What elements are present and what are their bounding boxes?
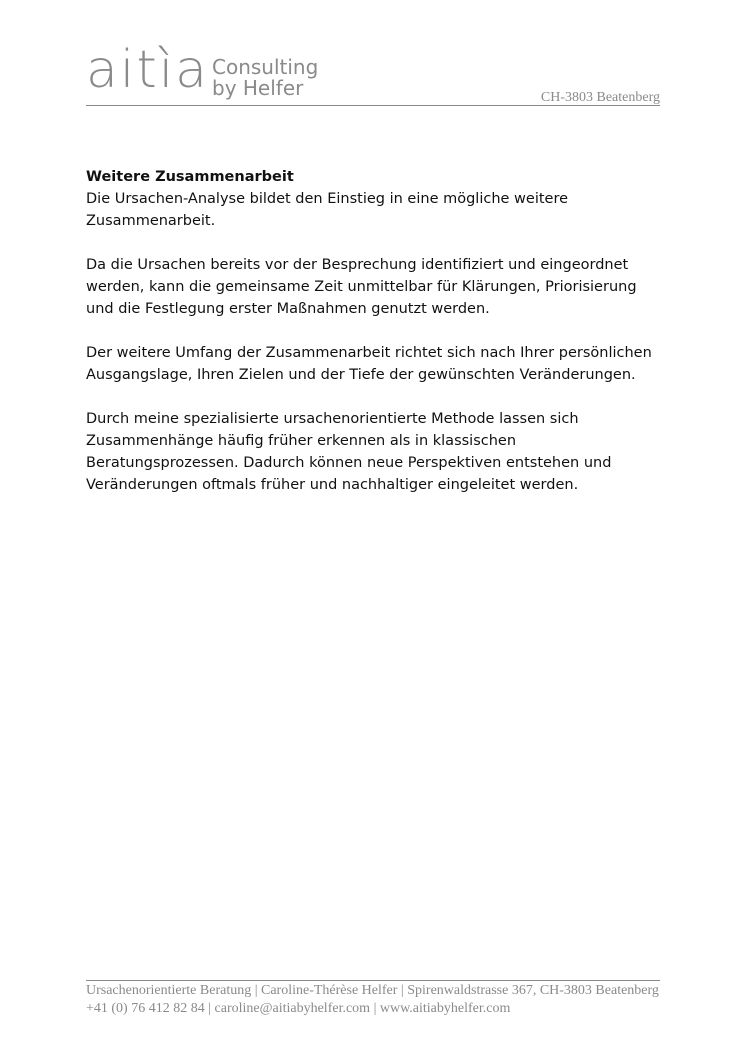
logo-wordmark: aitìa — [86, 40, 210, 100]
document-body — [86, 166, 660, 518]
logo-subtitle-line1: Consulting — [212, 55, 319, 79]
paragraph-3: Der weitere Umfang der Zusammenarbeit richtet sich nach Ihrer persönlichen Ausgangslage, Ihren Zielen und der Tiefe der gewünschten Veränderungen. — [86, 345, 652, 383]
header-divider — [86, 105, 660, 106]
page-footer — [86, 980, 660, 1018]
logo-subtitle — [212, 57, 318, 99]
page-header — [86, 38, 660, 106]
footer-contact-line: +41 (0) 76 412 82 84 | caroline@aitiabyhelfer.com | www.aitiabyhelfer.com — [86, 1001, 511, 1016]
paragraph-4: Durch meine spezialisierte ursachenorientierte Methode lassen sich Zusammenhänge häufig früher erkennen als in klassischen Beratungsprozessen. Dadurch können neue Perspektiven entstehen und Veränderungen oftmals früher und nachhaltiger eingeleitet werden. — [86, 411, 612, 493]
logo-subtitle-line2: by Helfer — [212, 76, 304, 100]
header-location: CH-3803 Beatenberg — [540, 90, 660, 105]
paragraph-1: Die Ursachen-Analyse bildet den Einstieg in eine mögliche weitere Zusammenarbeit. — [86, 191, 569, 229]
footer-address-line: Ursachenorientierte Beratung | Caroline-Thérèse Helfer | Spirenwaldstrasse 367, CH-3803 Beatenberg — [86, 983, 659, 998]
paragraph-2: Da die Ursachen bereits vor der Besprechung identifiziert und eingeordnet werden, kann die gemeinsame Zeit unmittelbar für Klärungen, Priorisierung und die Festlegung erster Maßnahmen genutzt werden. — [86, 257, 637, 317]
section-heading: Weitere Zusammenarbeit — [86, 169, 294, 185]
